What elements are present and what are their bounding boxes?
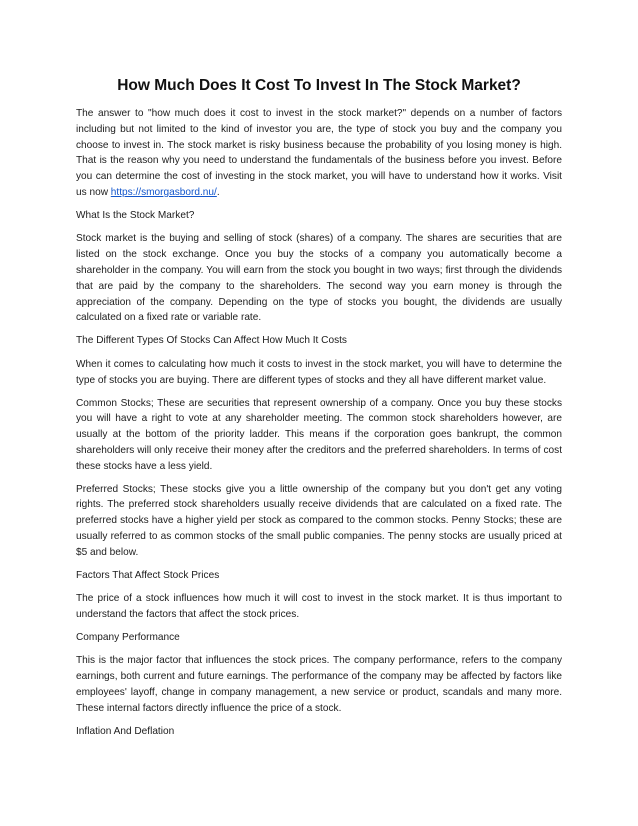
section-heading-types-of-stocks: The Different Types Of Stocks Can Affect How Much It Costs xyxy=(76,335,347,347)
document-body xyxy=(76,106,562,747)
paragraph-company-performance: This is the major factor that influences the stock prices. The company performance, refers to the company earnings, both current and future earnings. The performance of the company may be affected by factors like employees' layoff, change in company management, a new service or product, scandals and many more. These internal factors directly influence the price of a stock. xyxy=(76,655,562,714)
section-heading-factors: Factors That Affect Stock Prices xyxy=(76,569,220,581)
paragraph-common-stocks: Common Stocks; These are securities that represent ownership of a company. Once you buy these stocks you will have a right to vote at any shareholder meeting. The common stock shareholders however, are usually at the bottom of the priority ladder. This means if the corporation goes bankrupt, the common shareholders will only receive their money after the creditors and the preferred shareholders. In terms of cost these stocks have a less yield. xyxy=(76,397,562,472)
section-heading-inflation-deflation: Inflation And Deflation xyxy=(76,725,175,737)
paragraph-preferred-penny-stocks: Preferred Stocks; These stocks give you a little ownership of the company but you don't get any voting rights. The preferred stock shareholders usually receive dividends that are calculated on a fixed rate. The preferred stocks have a higher yield per stock as compared to the common stocks. Penny Stocks; these are usually referred to as common stocks of the small public companies. The penny stocks are usually priced at $5 and below. xyxy=(76,483,562,558)
intro-text: The answer to "how much does it cost to invest in the stock market?" depends on a number of factors including but not limited to the kind of investor you are, the type of stock you buy and the company you choose to invest in. The stock market is risky business because the probability of you losing money is high. That is the reason why you need to understand the fundamentals of the business before you invest. Before you can determine the cost of investing in the stock market, you will have to understand how it works. Visit us now xyxy=(76,108,562,198)
intro-after-link: . xyxy=(216,186,220,198)
paragraph-types-intro: When it comes to calculating how much it costs to invest in the stock market, you will have to determine the type of stocks you are buying. There are different types of stocks and they all have different market value. xyxy=(76,358,562,386)
section-heading-company-performance: Company Performance xyxy=(76,632,180,644)
section-heading-what-is-stock-market: What Is the Stock Market? xyxy=(76,209,195,221)
paragraph-factors-intro: The price of a stock influences how much it will cost to invest in the stock market. It is thus important to understand the factors that affect the stock prices. xyxy=(76,593,562,621)
paragraph-stock-market-definition: Stock market is the buying and selling of stock (shares) of a company. The shares are securities that are listed on the stock exchange. Once you buy the stocks of a company you automatically become a shareholder in the company. You will earn from the stock you bought in two ways; first through the dividends that are paid by the company to the shareholders. The second way you earn money is through the appreciation of the company. Depending on the type of stocks you bought, the dividends are usually calculated on a fixed rate or variable rate. xyxy=(76,233,562,324)
website-link[interactable]: https://smorgasbord.nu/ xyxy=(110,186,217,198)
intro-paragraph xyxy=(76,106,562,201)
page-title: How Much Does It Cost To Invest In The Stock Market? xyxy=(117,77,521,94)
